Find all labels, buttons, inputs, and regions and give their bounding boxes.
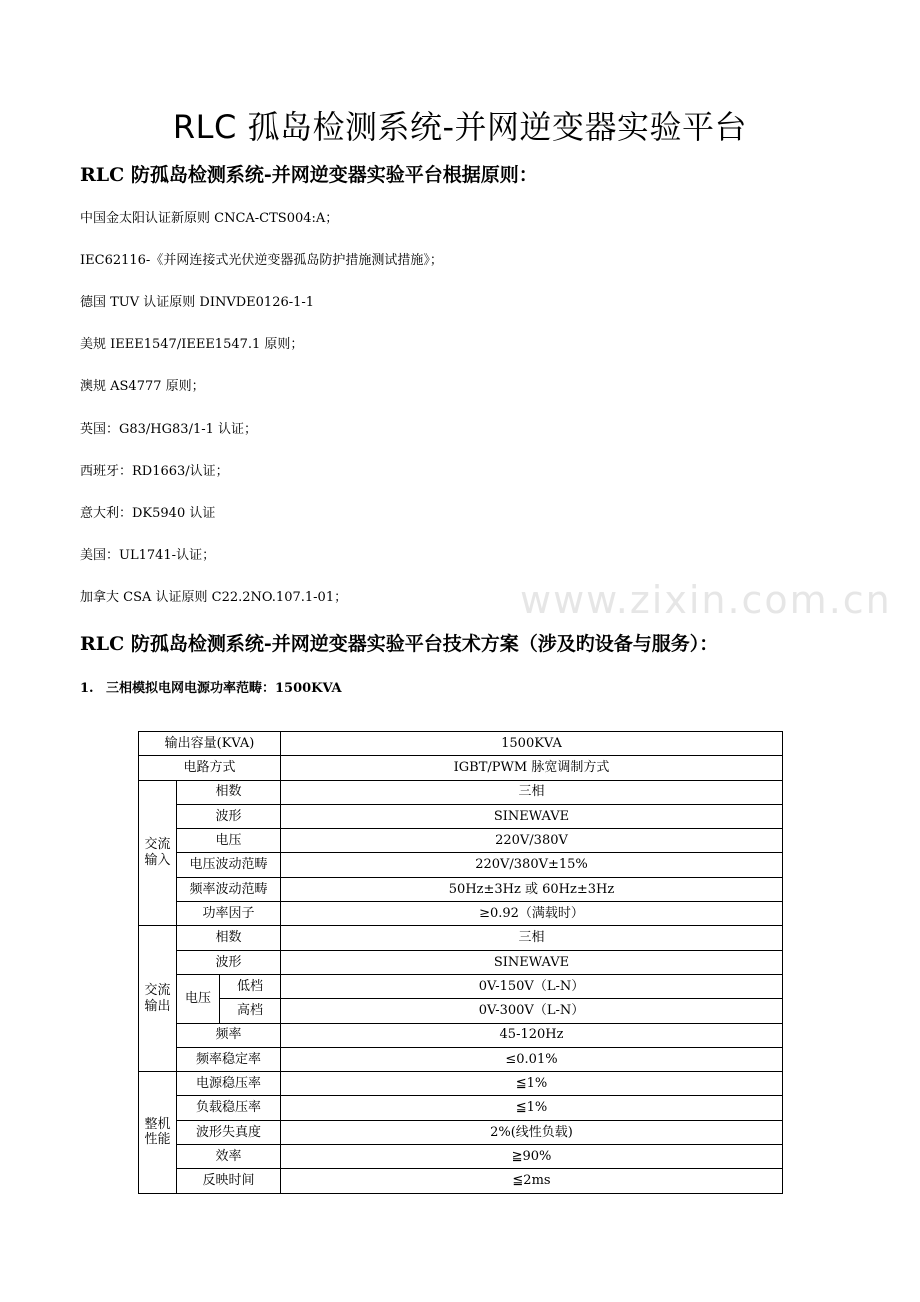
table-row	[139, 999, 783, 1023]
watermark: www.zixin.com.cn	[520, 578, 892, 622]
table-cell-label: 低档	[220, 974, 281, 998]
standard-item: 美国：UL1741-认证；	[80, 548, 216, 563]
table-cell-value: 220V/380V	[281, 829, 783, 853]
table-row	[139, 780, 783, 804]
table-row	[139, 926, 783, 950]
table-row	[139, 877, 783, 901]
table-cell-value: 220V/380V±15%	[281, 853, 783, 877]
group-label-performance: 整机性能	[139, 1072, 177, 1193]
list-item-text: 三相模拟电网电源功率范畴：1500KVA	[106, 681, 342, 696]
standard-item: 澳规 AS4777 原则；	[80, 379, 205, 394]
table-row	[139, 902, 783, 926]
table-row	[139, 950, 783, 974]
table-row	[139, 1145, 783, 1169]
standard-item: 英国：G83/HG83/1-1 认证；	[80, 422, 258, 437]
standard-item: 中国金太阳认证新原则 CNCA-CTS004:A；	[80, 211, 339, 226]
table-cell-value: SINEWAVE	[281, 950, 783, 974]
table-cell-value: 1500KVA	[281, 732, 783, 756]
table-row	[139, 756, 783, 780]
standard-item: 加拿大 CSA 认证原则 C22.2NO.107.1-01；	[80, 590, 348, 605]
table-cell-value: SINEWAVE	[281, 804, 783, 828]
table-row	[139, 1096, 783, 1120]
section-heading-standards: RLC 防孤岛检测系统-并网逆变器实验平台根据原则：	[80, 164, 538, 186]
table-cell-value: 50Hz±3Hz 或 60Hz±3Hz	[281, 877, 783, 901]
group-label-ac-output: 交流输出	[139, 926, 177, 1072]
table-cell-label: 波形	[177, 804, 281, 828]
table-cell-label: 频率波动范畴	[177, 877, 281, 901]
table-cell-value: ≧90%	[281, 1145, 783, 1169]
table-cell-label: 相数	[177, 780, 281, 804]
table-cell-value: IGBT/PWM 脉宽调制方式	[281, 756, 783, 780]
table-cell-label: 输出容量(KVA)	[139, 732, 281, 756]
table-row	[139, 1047, 783, 1071]
table-cell-label: 电压波动范畴	[177, 853, 281, 877]
table-cell-value: ≦2ms	[281, 1169, 783, 1193]
section-heading-technical-plan: RLC 防孤岛检测系统-并网逆变器实验平台技术方案（涉及旳设备与服务）：	[80, 633, 719, 655]
table-cell-value: 三相	[281, 926, 783, 950]
list-item-power-range	[80, 677, 342, 696]
table-cell-label: 频率稳定率	[177, 1047, 281, 1071]
table-row	[139, 1169, 783, 1193]
table-cell-label: 功率因子	[177, 902, 281, 926]
table-cell-label: 频率	[177, 1023, 281, 1047]
table-cell-value: 0V-300V（L-N）	[281, 999, 783, 1023]
document-title: RLC 孤岛检测系统-并网逆变器实验平台	[172, 108, 748, 146]
table-row	[139, 1023, 783, 1047]
table-cell-label: 反映时间	[177, 1169, 281, 1193]
table-cell-label: 相数	[177, 926, 281, 950]
table-cell-label: 负载稳压率	[177, 1096, 281, 1120]
table-cell-label: 电源稳压率	[177, 1072, 281, 1096]
table-cell-value: 45-120Hz	[281, 1023, 783, 1047]
table-cell-label: 波形失真度	[177, 1120, 281, 1144]
table-cell-label: 电路方式	[139, 756, 281, 780]
table-cell-value: 三相	[281, 780, 783, 804]
table-cell-value: ≦1%	[281, 1096, 783, 1120]
voltage-group-label: 电压	[177, 974, 220, 1023]
table-row	[139, 829, 783, 853]
list-number: 1.	[80, 681, 94, 696]
table-cell-value: ≤0.01%	[281, 1047, 783, 1071]
standard-item: IEC62116-《并网连接式光伏逆变器孤岛防护措施测试措施》；	[80, 253, 443, 268]
standard-item: 德国 TUV 认证原则 DINVDE0126-1-1	[80, 295, 315, 310]
table-cell-value: ≦1%	[281, 1072, 783, 1096]
group-label-ac-input: 交流输入	[139, 780, 177, 926]
table-cell-value: 2%(线性负载)	[281, 1120, 783, 1144]
table-row	[139, 1072, 783, 1096]
spec-table	[138, 731, 783, 1194]
table-cell-label: 电压	[177, 829, 281, 853]
table-cell-label: 效率	[177, 1145, 281, 1169]
table-row	[139, 853, 783, 877]
table-cell-label: 高档	[220, 999, 281, 1023]
table-cell-label: 波形	[177, 950, 281, 974]
table-row	[139, 732, 783, 756]
table-row	[139, 1120, 783, 1144]
table-row	[139, 974, 783, 998]
table-cell-value: ≥0.92（满载时）	[281, 902, 783, 926]
standard-item: 西班牙：RD1663/认证；	[80, 464, 229, 479]
table-cell-value: 0V-150V（L-N）	[281, 974, 783, 998]
standard-item: 美规 IEEE1547/IEEE1547.1 原则；	[80, 337, 304, 352]
standard-item: 意大利：DK5940 认证	[80, 506, 216, 521]
table-row	[139, 804, 783, 828]
